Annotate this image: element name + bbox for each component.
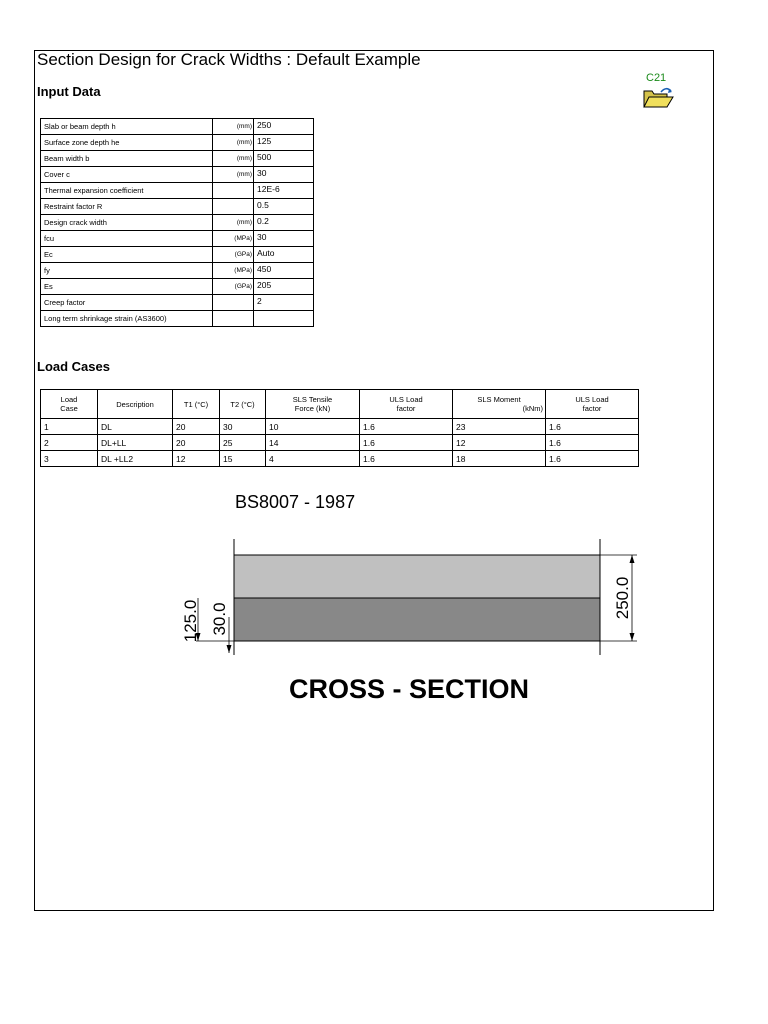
header-line: SLS Tensile	[292, 395, 333, 404]
design-standard-title: BS8007 - 1987	[235, 492, 356, 512]
input-row	[41, 279, 314, 295]
load-case-cell[interactable]: 14	[266, 435, 360, 451]
input-value[interactable]: 30	[254, 167, 314, 183]
header-line: ULS Load	[389, 395, 423, 404]
load-case-cell[interactable]: 20	[173, 435, 220, 451]
load-case-cell[interactable]: 25	[220, 435, 266, 451]
input-unit: (MPa)	[213, 263, 254, 279]
header-line: Load	[60, 395, 78, 404]
load-case-row	[41, 419, 639, 435]
header-line: factor	[582, 404, 602, 413]
input-row	[41, 263, 314, 279]
load-case-cell[interactable]: 2	[41, 435, 98, 451]
load-column-header	[360, 390, 453, 419]
load-case-row	[41, 451, 639, 467]
load-case-cell[interactable]: 12	[173, 451, 220, 467]
input-value[interactable]: 125	[254, 135, 314, 151]
load-column-header	[453, 390, 546, 419]
surface-zone-upper	[234, 555, 600, 598]
input-unit: (mm)	[213, 119, 254, 135]
header-line: ULS Load	[575, 395, 609, 404]
input-data-heading: Input Data	[37, 84, 101, 99]
open-folder-icon	[643, 86, 675, 110]
load-column-header	[546, 390, 639, 419]
header-line: Case	[60, 404, 78, 413]
load-case-cell[interactable]: 1.6	[360, 419, 453, 435]
header-line: SLS Moment	[477, 395, 521, 404]
dim-cover-label: 30.0	[210, 602, 229, 636]
input-row	[41, 231, 314, 247]
load-case-cell[interactable]: 3	[41, 451, 98, 467]
cover-arrow-bottom	[227, 645, 232, 653]
page-title: Section Design for Crack Widths : Default Example	[37, 50, 421, 69]
input-row	[41, 199, 314, 215]
input-value[interactable]	[254, 311, 314, 327]
load-column-header	[220, 390, 266, 419]
input-label: Surface zone depth he	[41, 135, 213, 151]
load-column-header	[41, 390, 98, 419]
load-case-cell[interactable]: 23	[453, 419, 546, 435]
load-case-cell[interactable]: 1.6	[546, 435, 639, 451]
input-row	[41, 151, 314, 167]
input-value[interactable]: 205	[254, 279, 314, 295]
header-line: Description	[116, 399, 154, 409]
load-column-header	[266, 390, 360, 419]
load-column-header	[98, 390, 173, 419]
load-case-cell[interactable]: 18	[453, 451, 546, 467]
input-row	[41, 311, 314, 327]
load-case-cell[interactable]: 1	[41, 419, 98, 435]
input-label: fy	[41, 263, 213, 279]
dim-total-label: 250.0	[613, 576, 632, 620]
input-value[interactable]: 0.5	[254, 199, 314, 215]
input-unit	[213, 199, 254, 215]
dim-surface-label: 125.0	[181, 599, 200, 643]
input-unit: (MPa)	[213, 231, 254, 247]
input-row	[41, 135, 314, 151]
input-value[interactable]: 30	[254, 231, 314, 247]
input-label: Ec	[41, 247, 213, 263]
cross-section-diagram	[170, 535, 650, 660]
input-unit: (mm)	[213, 151, 254, 167]
input-unit	[213, 311, 254, 327]
cross-section-caption: CROSS - SECTION	[289, 674, 530, 704]
input-value[interactable]: 0.2	[254, 215, 314, 231]
input-label: Cover c	[41, 167, 213, 183]
load-case-cell[interactable]: 10	[266, 419, 360, 435]
input-value[interactable]: 500	[254, 151, 314, 167]
input-row	[41, 295, 314, 311]
input-label: Long term shrinkage strain (AS3600)	[41, 311, 213, 327]
input-row	[41, 183, 314, 199]
input-label: Slab or beam depth h	[41, 119, 213, 135]
input-unit	[213, 183, 254, 199]
header-line: Force (kN)	[294, 404, 331, 413]
input-unit: (mm)	[213, 135, 254, 151]
load-case-cell[interactable]: 30	[220, 419, 266, 435]
load-case-row	[41, 435, 639, 451]
open-file-button[interactable]	[643, 72, 677, 112]
input-unit: (GPa)	[213, 279, 254, 295]
input-row	[41, 247, 314, 263]
input-label: fcu	[41, 231, 213, 247]
load-case-cell[interactable]: 1.6	[546, 419, 639, 435]
input-label: Beam width b	[41, 151, 213, 167]
input-unit: (mm)	[213, 215, 254, 231]
total-arrow-bottom	[630, 633, 635, 641]
load-case-cell[interactable]: 4	[266, 451, 360, 467]
input-label: Restraint factor R	[41, 199, 213, 215]
load-cases-heading: Load Cases	[37, 359, 110, 374]
load-case-cell[interactable]: 1.6	[360, 451, 453, 467]
input-value[interactable]: Auto	[254, 247, 314, 263]
load-case-cell[interactable]: DL	[98, 419, 173, 435]
input-row	[41, 119, 314, 135]
input-value[interactable]: 250	[254, 119, 314, 135]
load-case-cell[interactable]: 1.6	[360, 435, 453, 451]
header-line: T1 (°C)	[183, 399, 209, 409]
input-unit: (mm)	[213, 167, 254, 183]
load-case-cell[interactable]: 20	[173, 419, 220, 435]
load-case-cell[interactable]: DL+LL	[98, 435, 173, 451]
input-row	[41, 167, 314, 183]
input-data-table	[40, 118, 314, 327]
load-cases-table	[40, 389, 639, 467]
input-unit: (GPa)	[213, 247, 254, 263]
load-header-row	[41, 390, 639, 419]
load-column-header	[173, 390, 220, 419]
input-label: Creep factor	[41, 295, 213, 311]
input-value[interactable]: 450	[254, 263, 314, 279]
input-label: Design crack width	[41, 215, 213, 231]
input-unit	[213, 295, 254, 311]
header-line: T2 (°C)	[230, 399, 255, 409]
load-case-cell[interactable]: 15	[220, 451, 266, 467]
input-label: Es	[41, 279, 213, 295]
input-row	[41, 215, 314, 231]
header-line: (kNm)	[522, 404, 543, 413]
load-case-cell[interactable]: 1.6	[546, 451, 639, 467]
surface-zone-lower	[234, 598, 600, 641]
total-arrow-top	[630, 555, 635, 563]
file-label: C21	[646, 72, 667, 84]
input-value[interactable]: 2	[254, 295, 314, 311]
header-line: factor	[396, 404, 416, 413]
input-value[interactable]: 12E-6	[254, 183, 314, 199]
load-case-cell[interactable]: DL +LL2	[98, 451, 173, 467]
input-label: Thermal expansion coefficient	[41, 183, 213, 199]
load-case-cell[interactable]: 12	[453, 435, 546, 451]
